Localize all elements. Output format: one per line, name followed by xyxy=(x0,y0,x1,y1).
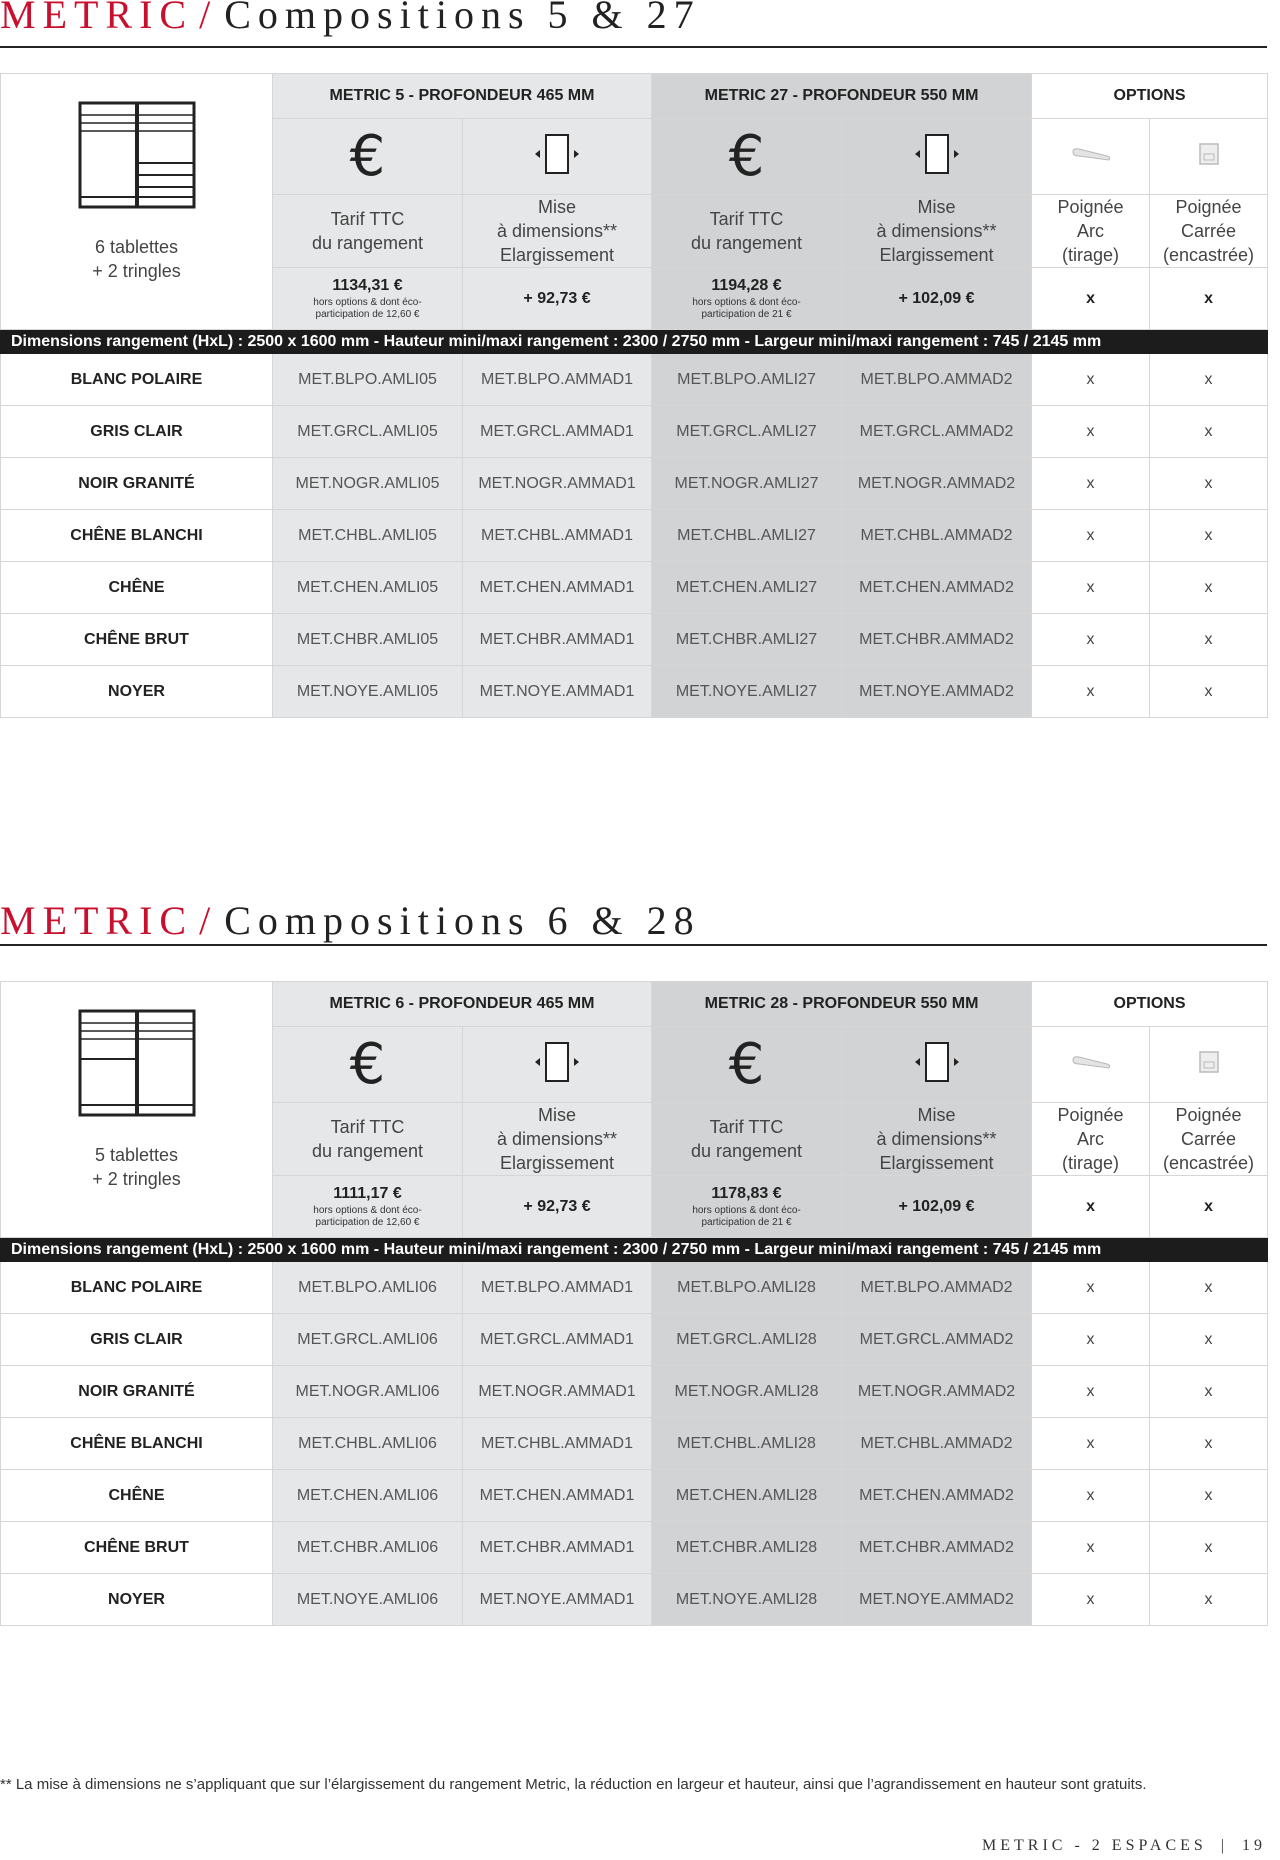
ref-code: MET.NOYE.AMLI06 xyxy=(273,1574,463,1626)
finish-name: CHÊNE xyxy=(1,562,273,614)
ref-code: MET.CHBR.AMMAD1 xyxy=(463,614,652,666)
finish-row xyxy=(1,510,1268,562)
option-mark: x xyxy=(1150,666,1268,718)
ref-code: MET.NOYE.AMMAD1 xyxy=(463,1574,652,1626)
option-mark: x xyxy=(1150,458,1268,510)
euro-icon: € xyxy=(349,1031,386,1097)
footnote: ** La mise à dimensions ne s’appliquant que sur l’élargissement du rangement Metric, la réduction en largeur et hauteur, ainsi que l’agrandissement en hauteur sont gratuits. xyxy=(0,1776,1147,1793)
price-cell xyxy=(273,268,463,330)
ref-code: MET.CHEN.AMMAD1 xyxy=(463,562,652,614)
ref-code: MET.NOYE.AMLI28 xyxy=(652,1574,842,1626)
title-brand: METRIC xyxy=(0,0,194,37)
ref-code: MET.CHBL.AMMAD2 xyxy=(842,1418,1032,1470)
group-header-b: METRIC 27 - PROFONDEUR 550 MM xyxy=(652,74,1032,119)
ref-code: MET.BLPO.AMMAD2 xyxy=(842,354,1032,406)
label-line: Arc xyxy=(1077,1129,1105,1149)
wardrobe-icon xyxy=(78,1009,196,1119)
icon-cell xyxy=(1032,119,1150,195)
finish-name: GRIS CLAIR xyxy=(1,1314,273,1366)
label-line: Elargissement xyxy=(499,245,615,265)
label-line: Carrée xyxy=(1181,1129,1237,1149)
ref-code: MET.CHEN.AMMAD2 xyxy=(842,1470,1032,1522)
desc-line-1: 5 tablettes xyxy=(94,1144,179,1165)
ref-code: MET.GRCL.AMLI28 xyxy=(652,1314,842,1366)
ref-code: MET.CHBL.AMLI28 xyxy=(652,1418,842,1470)
section-title xyxy=(0,896,701,946)
col-label-tarif xyxy=(652,1103,842,1176)
option-mark: x xyxy=(1032,1314,1150,1366)
ref-code: MET.GRCL.AMLI05 xyxy=(273,406,463,458)
option-mark: x xyxy=(1150,510,1268,562)
title-rule xyxy=(0,46,1267,48)
ref-code: MET.CHBL.AMLI05 xyxy=(273,510,463,562)
ref-code: MET.CHBR.AMMAD2 xyxy=(842,614,1032,666)
surcharge-value: + 102,09 € xyxy=(842,268,1032,330)
surcharge-value: + 92,73 € xyxy=(463,268,652,330)
finish-name: NOYER xyxy=(1,1574,273,1626)
icon-cell xyxy=(1150,119,1268,195)
col-label-tarif xyxy=(273,195,463,268)
ref-code: MET.BLPO.AMMAD1 xyxy=(463,354,652,406)
page-number: 19 xyxy=(1242,1837,1266,1854)
ref-code: MET.CHBL.AMMAD1 xyxy=(463,1418,652,1470)
option-mark: x xyxy=(1032,614,1150,666)
ref-code: MET.NOGR.AMLI27 xyxy=(652,458,842,510)
option-mark: x xyxy=(1150,1314,1268,1366)
label-line: Elargissement xyxy=(879,245,994,265)
option-mark: x xyxy=(1032,458,1150,510)
option-mark: x xyxy=(1150,1418,1268,1470)
price-note: hors options & dont éco-participation de 12,60 € xyxy=(313,1204,422,1228)
finish-row xyxy=(1,354,1268,406)
group-header-b: METRIC 28 - PROFONDEUR 550 MM xyxy=(652,982,1032,1027)
option-mark: x xyxy=(1150,562,1268,614)
label-line: à dimensions** xyxy=(876,221,997,241)
finish-name: NOIR GRANITÉ xyxy=(1,458,273,510)
ref-code: MET.NOGR.AMLI28 xyxy=(652,1366,842,1418)
icon-cell xyxy=(652,1027,842,1103)
price-cell xyxy=(652,1176,842,1238)
group-header-options: OPTIONS xyxy=(1032,982,1268,1027)
col-label-mise xyxy=(842,195,1032,268)
ref-code: MET.NOYE.AMLI27 xyxy=(652,666,842,718)
price-value: 1111,17 € xyxy=(333,1184,402,1202)
label-line: du rangement xyxy=(311,1141,424,1161)
ref-code: MET.CHEN.AMMAD2 xyxy=(842,562,1032,614)
price-value: 1134,31 € xyxy=(332,276,403,294)
wardrobe-icon xyxy=(78,101,196,211)
finish-row xyxy=(1,1522,1268,1574)
ref-code: MET.BLPO.AMLI05 xyxy=(273,354,463,406)
col-label-poignee-carree xyxy=(1150,195,1268,268)
option-mark: x xyxy=(1032,1574,1150,1626)
finish-row xyxy=(1,1314,1268,1366)
ref-code: MET.CHBR.AMLI05 xyxy=(273,614,463,666)
ref-code: MET.NOGR.AMMAD2 xyxy=(842,1366,1032,1418)
ref-code: MET.NOGR.AMMAD2 xyxy=(842,458,1032,510)
price-note: hors options & dont éco-participation de 12,60 € xyxy=(313,296,422,320)
label-line: Mise xyxy=(917,197,956,217)
option-mark: x xyxy=(1150,1522,1268,1574)
ref-code: MET.NOGR.AMMAD1 xyxy=(463,1366,652,1418)
group-header-a: METRIC 6 - PROFONDEUR 465 MM xyxy=(273,982,652,1027)
col-label-poignee-arc xyxy=(1032,1103,1150,1176)
dimensions-bar: Dimensions rangement (HxL) : 2500 x 1600 mm - Hauteur mini/maxi rangement : 2300 / 2750 mm - Largeur mini/maxi rangement : 745 / 2145 mm xyxy=(1,1238,1268,1262)
icon-cell xyxy=(652,119,842,195)
finish-row xyxy=(1,1418,1268,1470)
ref-code: MET.CHEN.AMLI05 xyxy=(273,562,463,614)
option-mark: x xyxy=(1032,268,1150,330)
ref-code: MET.NOGR.AMLI05 xyxy=(273,458,463,510)
ref-code: MET.CHBL.AMLI27 xyxy=(652,510,842,562)
col-label-mise xyxy=(463,195,652,268)
ref-code: MET.BLPO.AMMAD1 xyxy=(463,1262,652,1314)
col-label-mise xyxy=(842,1103,1032,1176)
surcharge-value: + 92,73 € xyxy=(463,1176,652,1238)
label-line: Carrée xyxy=(1181,221,1237,241)
composition-description xyxy=(1,982,273,1238)
option-mark: x xyxy=(1150,1176,1268,1238)
label-line: à dimensions** xyxy=(496,221,618,241)
ref-code: MET.GRCL.AMMAD2 xyxy=(842,1314,1032,1366)
finish-row xyxy=(1,1366,1268,1418)
title-composition: Compositions 5 & 27 xyxy=(224,0,701,37)
label-line: Tarif TTC xyxy=(330,209,405,229)
label-line: Arc xyxy=(1077,221,1105,241)
footer-label: METRIC - 2 ESPACES xyxy=(982,1837,1207,1854)
price-table xyxy=(0,981,1268,1626)
finish-name: GRIS CLAIR xyxy=(1,406,273,458)
group-header-options: OPTIONS xyxy=(1032,74,1268,119)
ref-code: MET.BLPO.AMLI28 xyxy=(652,1262,842,1314)
dimensions-bar: Dimensions rangement (HxL) : 2500 x 1600 mm - Hauteur mini/maxi rangement : 2300 / 2750 mm - Largeur mini/maxi rangement : 745 / 2145 mm xyxy=(1,330,1268,354)
finish-name: CHÊNE BRUT xyxy=(1,614,273,666)
finish-row xyxy=(1,1262,1268,1314)
ref-code: MET.GRCL.AMMAD1 xyxy=(463,1314,652,1366)
finish-name: BLANC POLAIRE xyxy=(1,354,273,406)
ref-code: MET.CHBR.AMMAD2 xyxy=(842,1522,1032,1574)
ref-code: MET.CHEN.AMLI06 xyxy=(273,1470,463,1522)
option-mark: x xyxy=(1150,1470,1268,1522)
option-mark: x xyxy=(1032,1176,1150,1238)
ref-code: MET.CHBR.AMLI28 xyxy=(652,1522,842,1574)
ref-code: MET.GRCL.AMMAD1 xyxy=(463,406,652,458)
icon-cell xyxy=(273,1027,463,1103)
icon-cell xyxy=(1032,1027,1150,1103)
label-line: (tirage) xyxy=(1062,245,1120,265)
option-mark: x xyxy=(1150,1574,1268,1626)
finish-rows xyxy=(1,354,1268,718)
ref-code: MET.CHBR.AMMAD1 xyxy=(463,1522,652,1574)
col-label-mise xyxy=(463,1103,652,1176)
ref-code: MET.CHEN.AMLI28 xyxy=(652,1470,842,1522)
ref-code: MET.CHEN.AMMAD1 xyxy=(463,1470,652,1522)
finish-rows xyxy=(1,1262,1268,1626)
price-note: hors options & dont éco-participation de 21 € xyxy=(692,1204,801,1228)
option-mark: x xyxy=(1150,354,1268,406)
option-mark: x xyxy=(1150,268,1268,330)
label-line: du rangement xyxy=(311,233,424,253)
title-brand: METRIC xyxy=(0,898,194,943)
finish-row xyxy=(1,562,1268,614)
label-line: (encastrée) xyxy=(1163,1153,1255,1173)
option-mark: x xyxy=(1032,562,1150,614)
price-cell xyxy=(652,268,842,330)
col-label-tarif xyxy=(652,195,842,268)
label-line: Tarif TTC xyxy=(709,1117,784,1137)
resize-icon xyxy=(531,1040,583,1084)
finish-row xyxy=(1,406,1268,458)
label-line: Tarif TTC xyxy=(330,1117,405,1137)
finish-name: NOIR GRANITÉ xyxy=(1,1366,273,1418)
option-mark: x xyxy=(1150,1366,1268,1418)
euro-icon: € xyxy=(728,1031,765,1097)
surcharge-value: + 102,09 € xyxy=(842,1176,1032,1238)
finish-row xyxy=(1,614,1268,666)
col-label-poignee-carree xyxy=(1150,1103,1268,1176)
price-value: 1178,83 € xyxy=(711,1184,782,1202)
group-header-a: METRIC 5 - PROFONDEUR 465 MM xyxy=(273,74,652,119)
handle-square-icon xyxy=(1197,141,1221,167)
ref-code: MET.CHBL.AMMAD2 xyxy=(842,510,1032,562)
label-line: (encastrée) xyxy=(1163,245,1255,265)
euro-icon: € xyxy=(728,123,765,189)
resize-icon xyxy=(911,132,963,176)
ref-code: MET.NOYE.AMMAD2 xyxy=(842,666,1032,718)
icon-cell xyxy=(463,1027,652,1103)
price-table xyxy=(0,73,1268,718)
handle-arc-icon xyxy=(1069,144,1113,164)
option-mark: x xyxy=(1032,1522,1150,1574)
ref-code: MET.NOGR.AMLI06 xyxy=(273,1366,463,1418)
desc-line-2: + 2 tringles xyxy=(92,1168,181,1189)
option-mark: x xyxy=(1150,1262,1268,1314)
option-mark: x xyxy=(1032,406,1150,458)
option-mark: x xyxy=(1032,1418,1150,1470)
label-line: du rangement xyxy=(690,233,803,253)
option-mark: x xyxy=(1150,614,1268,666)
composition-section xyxy=(0,896,1280,1716)
option-mark: x xyxy=(1032,1366,1150,1418)
title-composition: Compositions 6 & 28 xyxy=(224,898,701,943)
composition-description xyxy=(1,74,273,330)
label-line: Elargissement xyxy=(879,1153,994,1173)
label-line: Elargissement xyxy=(499,1153,615,1173)
footer-separator: | xyxy=(1220,1837,1228,1854)
finish-row xyxy=(1,458,1268,510)
ref-code: MET.GRCL.AMMAD2 xyxy=(842,406,1032,458)
col-label-poignee-arc xyxy=(1032,195,1150,268)
ref-code: MET.NOYE.AMMAD1 xyxy=(463,666,652,718)
ref-code: MET.CHBL.AMMAD1 xyxy=(463,510,652,562)
option-mark: x xyxy=(1032,510,1150,562)
finish-row xyxy=(1,1574,1268,1626)
label-line: du rangement xyxy=(690,1141,803,1161)
label-line: Poignée xyxy=(1057,197,1124,217)
title-slash: / xyxy=(199,898,211,943)
price-note: hors options & dont éco-participation de 21 € xyxy=(692,296,801,320)
finish-name: CHÊNE BRUT xyxy=(1,1522,273,1574)
finish-name: CHÊNE BLANCHI xyxy=(1,510,273,562)
ref-code: MET.GRCL.AMLI27 xyxy=(652,406,842,458)
label-line: Poignée xyxy=(1175,1105,1242,1125)
finish-name: CHÊNE BLANCHI xyxy=(1,1418,273,1470)
handle-square-icon xyxy=(1197,1049,1221,1075)
label-line: Poignée xyxy=(1175,197,1242,217)
page-footer xyxy=(982,1837,1266,1855)
desc-line-2: + 2 tringles xyxy=(92,260,181,281)
label-line: à dimensions** xyxy=(496,1129,618,1149)
finish-name: BLANC POLAIRE xyxy=(1,1262,273,1314)
ref-code: MET.CHEN.AMLI27 xyxy=(652,562,842,614)
price-value: 1194,28 € xyxy=(711,276,782,294)
section-title xyxy=(0,0,701,40)
finish-row xyxy=(1,666,1268,718)
label-line: à dimensions** xyxy=(876,1129,997,1149)
label-line: Poignée xyxy=(1057,1105,1124,1125)
title-rule xyxy=(0,944,1267,946)
icon-cell xyxy=(842,1027,1032,1103)
label-line: Mise xyxy=(538,197,577,217)
wardrobe-diagram xyxy=(1,101,272,211)
option-mark: x xyxy=(1150,406,1268,458)
ref-code: MET.BLPO.AMLI06 xyxy=(273,1262,463,1314)
wardrobe-diagram xyxy=(1,1009,272,1119)
ref-code: MET.CHBR.AMLI06 xyxy=(273,1522,463,1574)
label-line: (tirage) xyxy=(1062,1153,1120,1173)
title-slash: / xyxy=(199,0,211,37)
resize-icon xyxy=(911,1040,963,1084)
finish-name: CHÊNE xyxy=(1,1470,273,1522)
ref-code: MET.NOYE.AMMAD2 xyxy=(842,1574,1032,1626)
label-line: Mise xyxy=(917,1105,956,1125)
ref-code: MET.BLPO.AMLI27 xyxy=(652,354,842,406)
desc-line-1: 6 tablettes xyxy=(94,236,179,257)
ref-code: MET.BLPO.AMMAD2 xyxy=(842,1262,1032,1314)
label-line: Tarif TTC xyxy=(709,209,784,229)
ref-code: MET.NOYE.AMLI05 xyxy=(273,666,463,718)
icon-cell xyxy=(273,119,463,195)
option-mark: x xyxy=(1032,1262,1150,1314)
euro-icon: € xyxy=(349,123,386,189)
option-mark: x xyxy=(1032,354,1150,406)
icon-cell xyxy=(842,119,1032,195)
option-mark: x xyxy=(1032,1470,1150,1522)
icon-cell xyxy=(463,119,652,195)
ref-code: MET.NOGR.AMMAD1 xyxy=(463,458,652,510)
label-line: Mise xyxy=(538,1105,577,1125)
finish-row xyxy=(1,1470,1268,1522)
col-label-tarif xyxy=(273,1103,463,1176)
ref-code: MET.CHBL.AMLI06 xyxy=(273,1418,463,1470)
finish-name: NOYER xyxy=(1,666,273,718)
ref-code: MET.GRCL.AMLI06 xyxy=(273,1314,463,1366)
option-mark: x xyxy=(1032,666,1150,718)
resize-icon xyxy=(531,132,583,176)
handle-arc-icon xyxy=(1069,1052,1113,1072)
price-cell xyxy=(273,1176,463,1238)
icon-cell xyxy=(1150,1027,1268,1103)
ref-code: MET.CHBR.AMLI27 xyxy=(652,614,842,666)
composition-section xyxy=(0,0,1280,800)
